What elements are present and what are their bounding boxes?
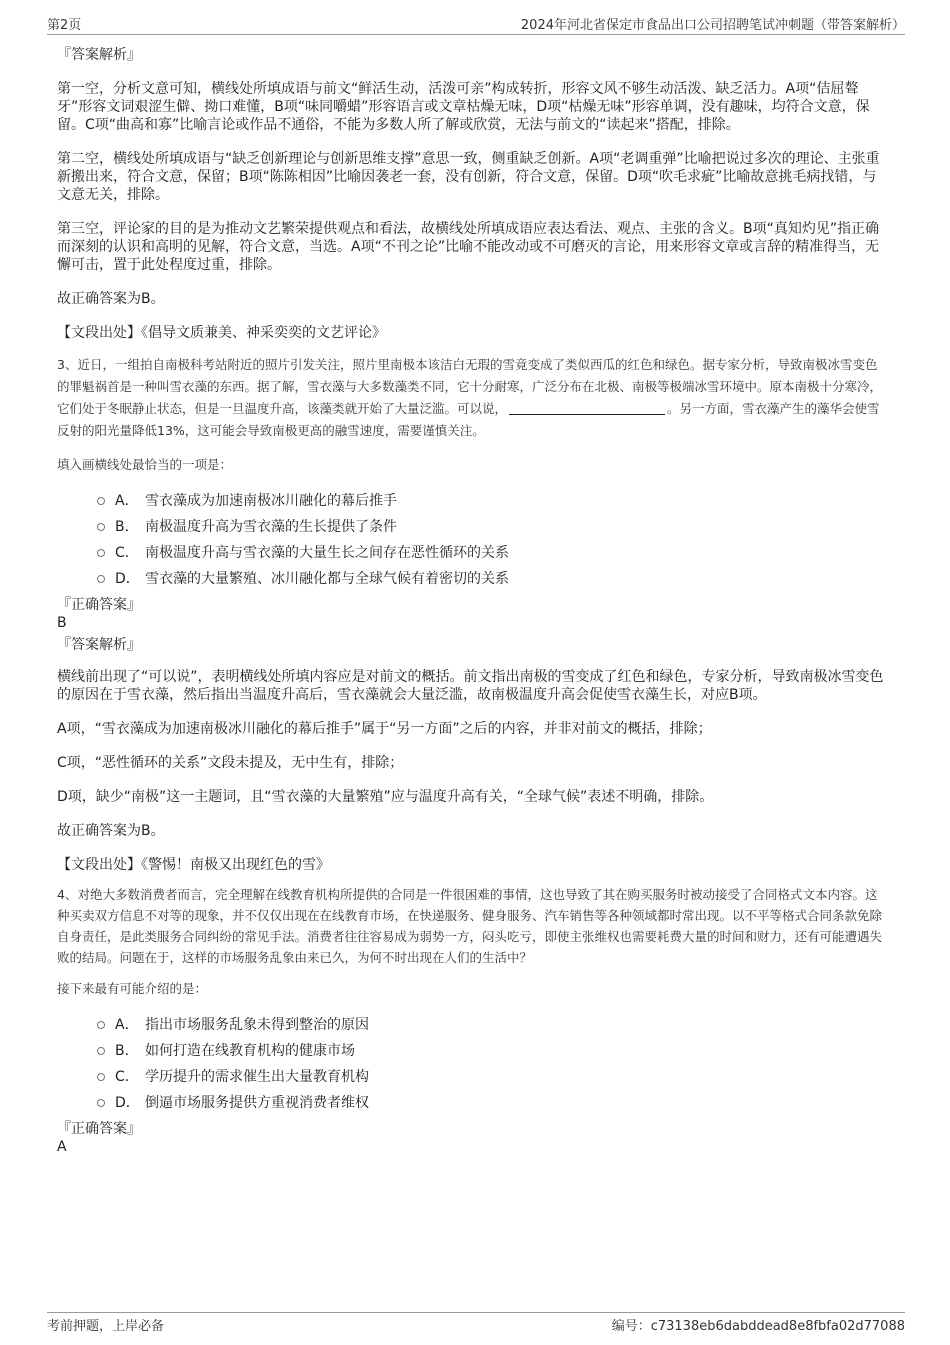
document-id: 编号：c73138eb6dabddead8e8fbfa02d77088 [611,1319,905,1334]
q3-analysis-paragraph-4: D项，缺少“南极”这一主题词，且“雪衣藻的大量繁殖”应与温度升高有关，“全球气候”表述不明确，排除。 [57,789,714,805]
q3-analysis-paragraph-2: A项，“雪衣藻成为加速南极冰川融化的幕后推手”属于“另一方面”之后的内容，并非对前文的概括，排除； [57,721,712,737]
q3-source: 【文段出处】《警惕！南极又出现红色的雪》 [57,857,330,873]
q3-option-b[interactable]: B． 南极温度升高为雪衣藻的生长提供了条件 [57,514,887,540]
q4-prompt: 接下来最有可能介绍的是： [57,981,208,996]
q3-option-c[interactable]: C． 南极温度升高与雪衣藻的大量生长之间存在恶性循环的关系 [57,540,887,566]
radio-icon[interactable] [97,523,105,531]
q4-answer: A [57,1139,67,1155]
q3-conclusion: 故正确答案为B。 [57,823,165,839]
radio-icon[interactable] [97,549,105,557]
q3-stem-after: 。另一方面，雪衣藻产生的藻华会使雪反射的阳光量降低13%，这可能会导致南极更高的融雪速度，需要谨慎关注。 [57,401,880,438]
q4-option-a[interactable]: A． 指出市场服务乱象未得到整治的原因 [57,1012,887,1038]
page-number: 第2页 [47,18,82,33]
page-content [57,46,887,1156]
q4-option-b[interactable]: B． 如何打造在线教育机构的健康市场 [57,1038,887,1064]
q4-answer-label: 『正确答案』 [57,1121,141,1137]
q3-stem-before: 3、近日，一组拍自南极科考站附近的照片引发关注，照片里南极本该洁白无瑕的雪竟变成了类似西瓜的红色和绿色。据专家分析，导致南极冰雪变色的罪魁祸首是一种叫雪衣藻的东西。据了解，雪衣藻与大多数藻类不同，它十分耐寒，广泛分布在北极、南极等极端冰雪环境中。原本南极十分寒冷，它们处于冬眠静止状态，但是一旦温度升高，该藻类就开始了大量泛滥。可以说， [57,357,883,416]
q3-analysis-paragraph-3: C项，“恶性循环的关系”文段未提及，无中生有，排除； [57,755,404,771]
q3-blank-line [509,400,665,415]
q3-option-d[interactable]: D． 雪衣藻的大量繁殖、冰川融化都与全球气候有着密切的关系 [57,566,887,592]
q3-answer: B [57,615,67,631]
q4-option-d[interactable]: D． 倒逼市场服务提供方重视消费者维权 [57,1090,887,1116]
q4-option-c[interactable]: C． 学历提升的需求催生出大量教育机构 [57,1064,887,1090]
q2-analysis-paragraph-3: 第三空，评论家的目的是为推动文艺繁荣提供观点和看法，故横线处所填成语应表达看法、观点、主张的含义。B项“真知灼见”指正确而深刻的认识和高明的见解，符合文意，当选。A项“不刊之论”比喻不能改动或不可磨灭的言论，用来形容文章或言辞的精准得当，无懈可击，置于此处程度过重，排除。 [57,221,880,273]
q3-analysis-paragraph-1: 横线前出现了“可以说”，表明横线处所填内容应是对前文的概括。前文指出南极的雪变成了红色和绿色，专家分析，导致南极冰雪变色的原因在于雪衣藻，然后指出当温度升高后，雪衣藻就会大量泛滥，故南极温度升高会促使雪衣藻生长，对应B项。 [57,669,884,703]
radio-icon[interactable] [97,1073,105,1081]
q2-analysis-label: 『答案解析』 [57,47,141,63]
radio-icon[interactable] [97,575,105,583]
q4-stem: 4、对绝大多数消费者而言，完全理解在线教育机构所提供的合同是一件很困难的事情，这也导致了其在购买服务时被动接受了合同格式文本内容。这种买卖双方信息不对等的现象，并不仅仅出现在在线教育市场，在快递服务、健身服务、汽车销售等各种领域都时常出现。以不平等格式合同条款免除自身责任，是此类服务合同纠纷的常见手法。消费者往往容易成为弱势一方，闷头吃亏，即使主张维权也需要耗费大量的时间和财力，还有可能遭遇失败的结局。问题在于，这样的市场服务乱象由来已久，为何不时出现在人们的生活中？ [57,887,883,965]
q2-analysis-paragraph-1: 第一空，分析文意可知，横线处所填成语与前文“鲜活生动，活泼可亲”构成转折，形容文风不够生动活泼、缺乏活力。A项“佶屈聱牙”形容文词艰涩生僻、拗口难懂，B项“味同嚼蜡”形容语言或文章枯燥无味，D项“枯燥无味”形容单调，没有趣味，均符合文意，保留。C项“曲高和寡”比喻言论或作品不通俗，不能为多数人所了解或欣赏，无法与前文的“读起来”搭配，排除。 [57,81,870,133]
q2-conclusion: 故正确答案为B。 [57,291,165,307]
q2-analysis-paragraph-2: 第二空，横线处所填成语与“缺乏创新理论与创新思维支撑”意思一致，侧重缺乏创新。A项“老调重弹”比喻把说过多次的理论、主张重新搬出来，符合文意，保留；B项“陈陈相因”比喻因袭老一套，没有创新，符合文意，保留。D项“吹毛求疵”比喻故意挑毛病找错，与文意无关，排除。 [57,151,880,203]
q3-analysis-label: 『答案解析』 [57,637,141,653]
q3-stem [57,354,887,442]
q3-option-a[interactable]: A． 雪衣藻成为加速南极冰川融化的幕后推手 [57,488,887,514]
page-footer [47,1312,905,1335]
radio-icon[interactable] [97,1047,105,1055]
radio-icon[interactable] [97,1021,105,1029]
q3-answer-label: 『正确答案』 [57,597,141,613]
q3-options [57,488,887,592]
footer-slogan: 考前押题，上岸必备 [47,1319,165,1334]
page-header [47,14,905,35]
radio-icon[interactable] [97,497,105,505]
q3-prompt: 填入画横线处最恰当的一项是： [57,457,233,472]
q2-source: 【文段出处】《倡导文质兼美、神采奕奕的文艺评论》 [57,325,386,341]
document-title: 2024年河北省保定市食品出口公司招聘笔试冲刺题（带答案解析） [520,18,905,33]
radio-icon[interactable] [97,1099,105,1107]
q4-options [57,1012,887,1116]
